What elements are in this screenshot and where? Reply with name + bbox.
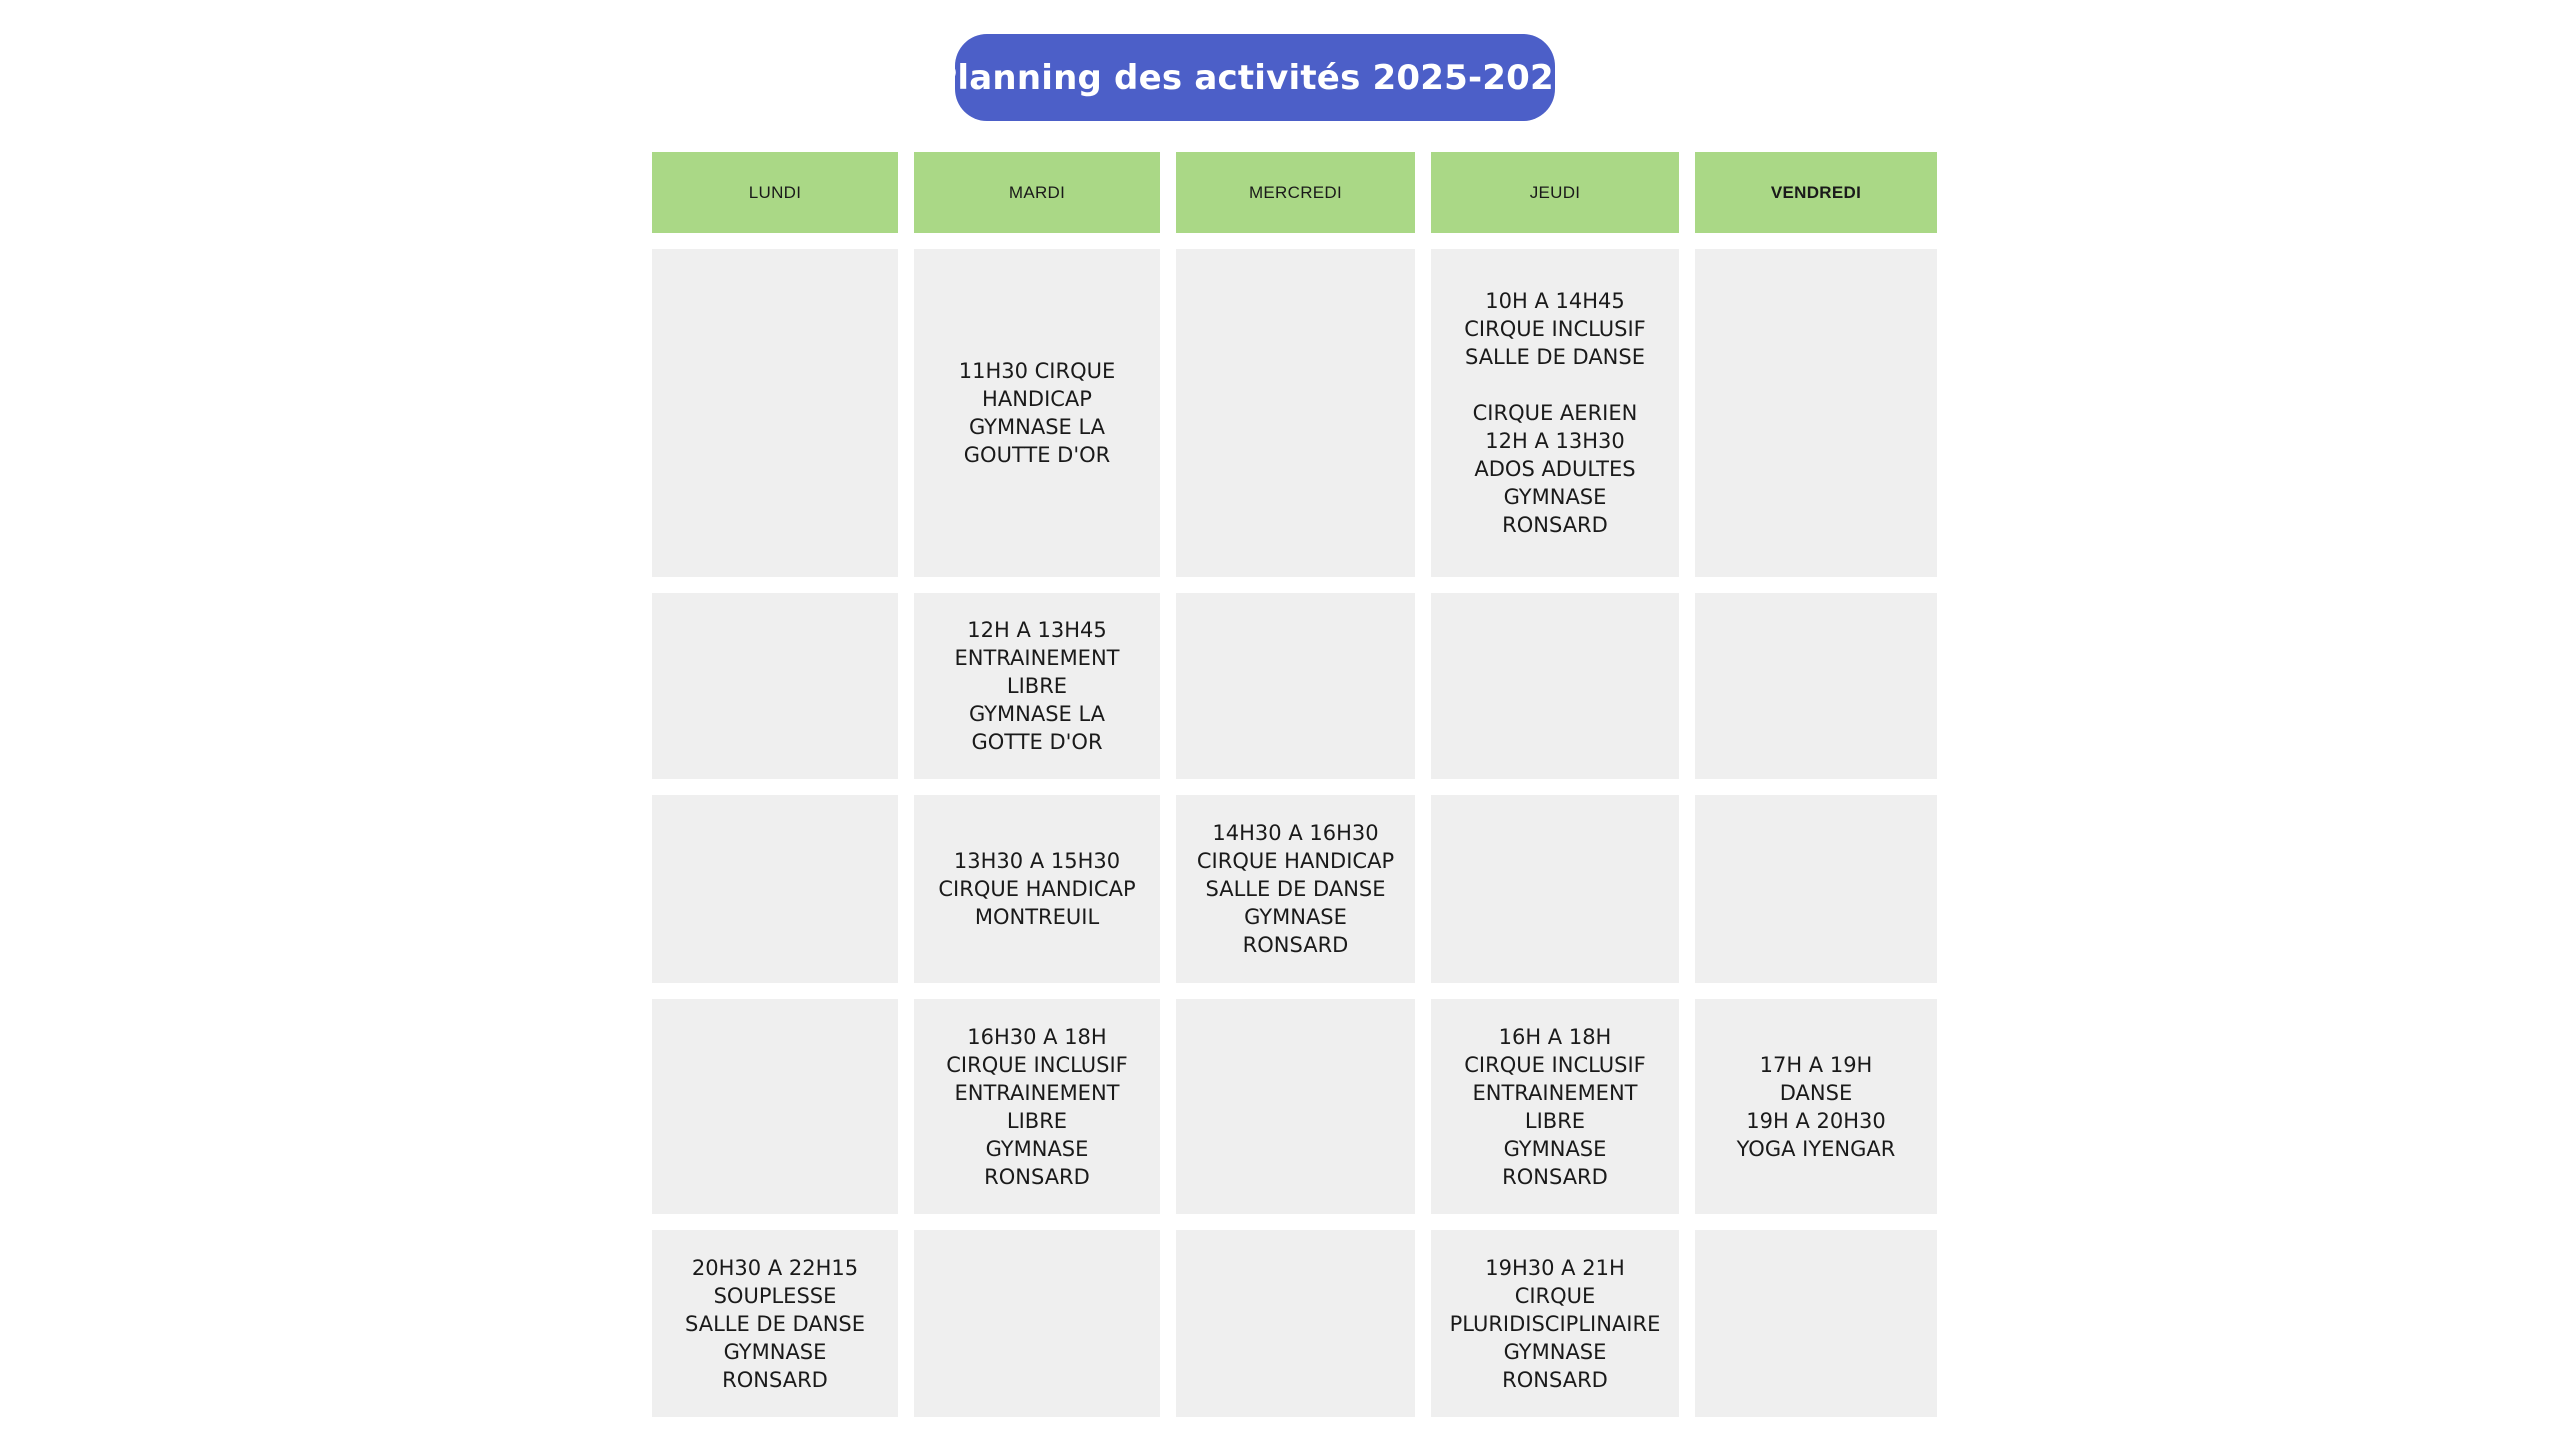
- schedule-cell-r4-jeudi: 16H A 18H CIRQUE INCLUSIF ENTRAINEMENT LIBRE GYMNASE RONSARD: [1431, 999, 1679, 1214]
- schedule-cell-r2-mercredi: [1176, 593, 1415, 779]
- schedule-cell-r2-vendredi: [1695, 593, 1937, 779]
- schedule-cell-r5-vendredi: [1695, 1230, 1937, 1417]
- schedule-cell-r3-mercredi: 14H30 A 16H30 CIRQUE HANDICAP SALLE DE DANSE GYMNASE RONSARD: [1176, 795, 1415, 983]
- schedule-cell-r1-vendredi: [1695, 249, 1937, 577]
- schedule-cell-r2-mardi: 12H A 13H45 ENTRAINEMENT LIBRE GYMNASE LA GOTTE D'OR: [914, 593, 1160, 779]
- schedule-cell-r1-jeudi: 10H A 14H45 CIRQUE INCLUSIF SALLE DE DANSE CIRQUE AERIEN 12H A 13H30 ADOS ADULTES GYMNASE RONSARD: [1431, 249, 1679, 577]
- day-header-mardi: MARDI: [914, 152, 1160, 233]
- schedule-cell-r4-mardi: 16H30 A 18H CIRQUE INCLUSIF ENTRAINEMENT LIBRE GYMNASE RONSARD: [914, 999, 1160, 1214]
- schedule-cell-r1-mercredi: [1176, 249, 1415, 577]
- schedule-cell-r5-mardi: [914, 1230, 1160, 1417]
- day-header-lundi: LUNDI: [652, 152, 898, 233]
- schedule-cell-r5-mercredi: [1176, 1230, 1415, 1417]
- schedule-cell-r3-lundi: [652, 795, 898, 983]
- schedule-cell-r5-jeudi: 19H30 A 21H CIRQUE PLURIDISCIPLINAIRE GYMNASE RONSARD: [1431, 1230, 1679, 1417]
- schedule-cell-r1-lundi: [652, 249, 898, 577]
- schedule-cell-r3-jeudi: [1431, 795, 1679, 983]
- schedule-cell-r1-mardi: 11H30 CIRQUE HANDICAP GYMNASE LA GOUTTE D'OR: [914, 249, 1160, 577]
- schedule-cell-r2-jeudi: [1431, 593, 1679, 779]
- title-banner: [932, 34, 1578, 121]
- day-header-jeudi: JEUDI: [1431, 152, 1679, 233]
- schedule-cell-r4-lundi: [652, 999, 898, 1214]
- page-title: Planning des activités 2025-2026: [932, 57, 1578, 98]
- day-header-mercredi: MERCREDI: [1176, 152, 1415, 233]
- schedule-cell-r2-lundi: [652, 593, 898, 779]
- schedule-cell-r5-lundi: 20H30 A 22H15 SOUPLESSE SALLE DE DANSE GYMNASE RONSARD: [652, 1230, 898, 1417]
- schedule-cell-r3-mardi: 13H30 A 15H30 CIRQUE HANDICAP MONTREUIL: [914, 795, 1160, 983]
- schedule-cell-r3-vendredi: [1695, 795, 1937, 983]
- schedule-cell-r4-vendredi: 17H A 19H DANSE 19H A 20H30 YOGA IYENGAR: [1695, 999, 1937, 1214]
- schedule-cell-r4-mercredi: [1176, 999, 1415, 1214]
- day-header-vendredi: VENDREDI: [1695, 152, 1937, 233]
- schedule-grid: [652, 152, 1937, 1417]
